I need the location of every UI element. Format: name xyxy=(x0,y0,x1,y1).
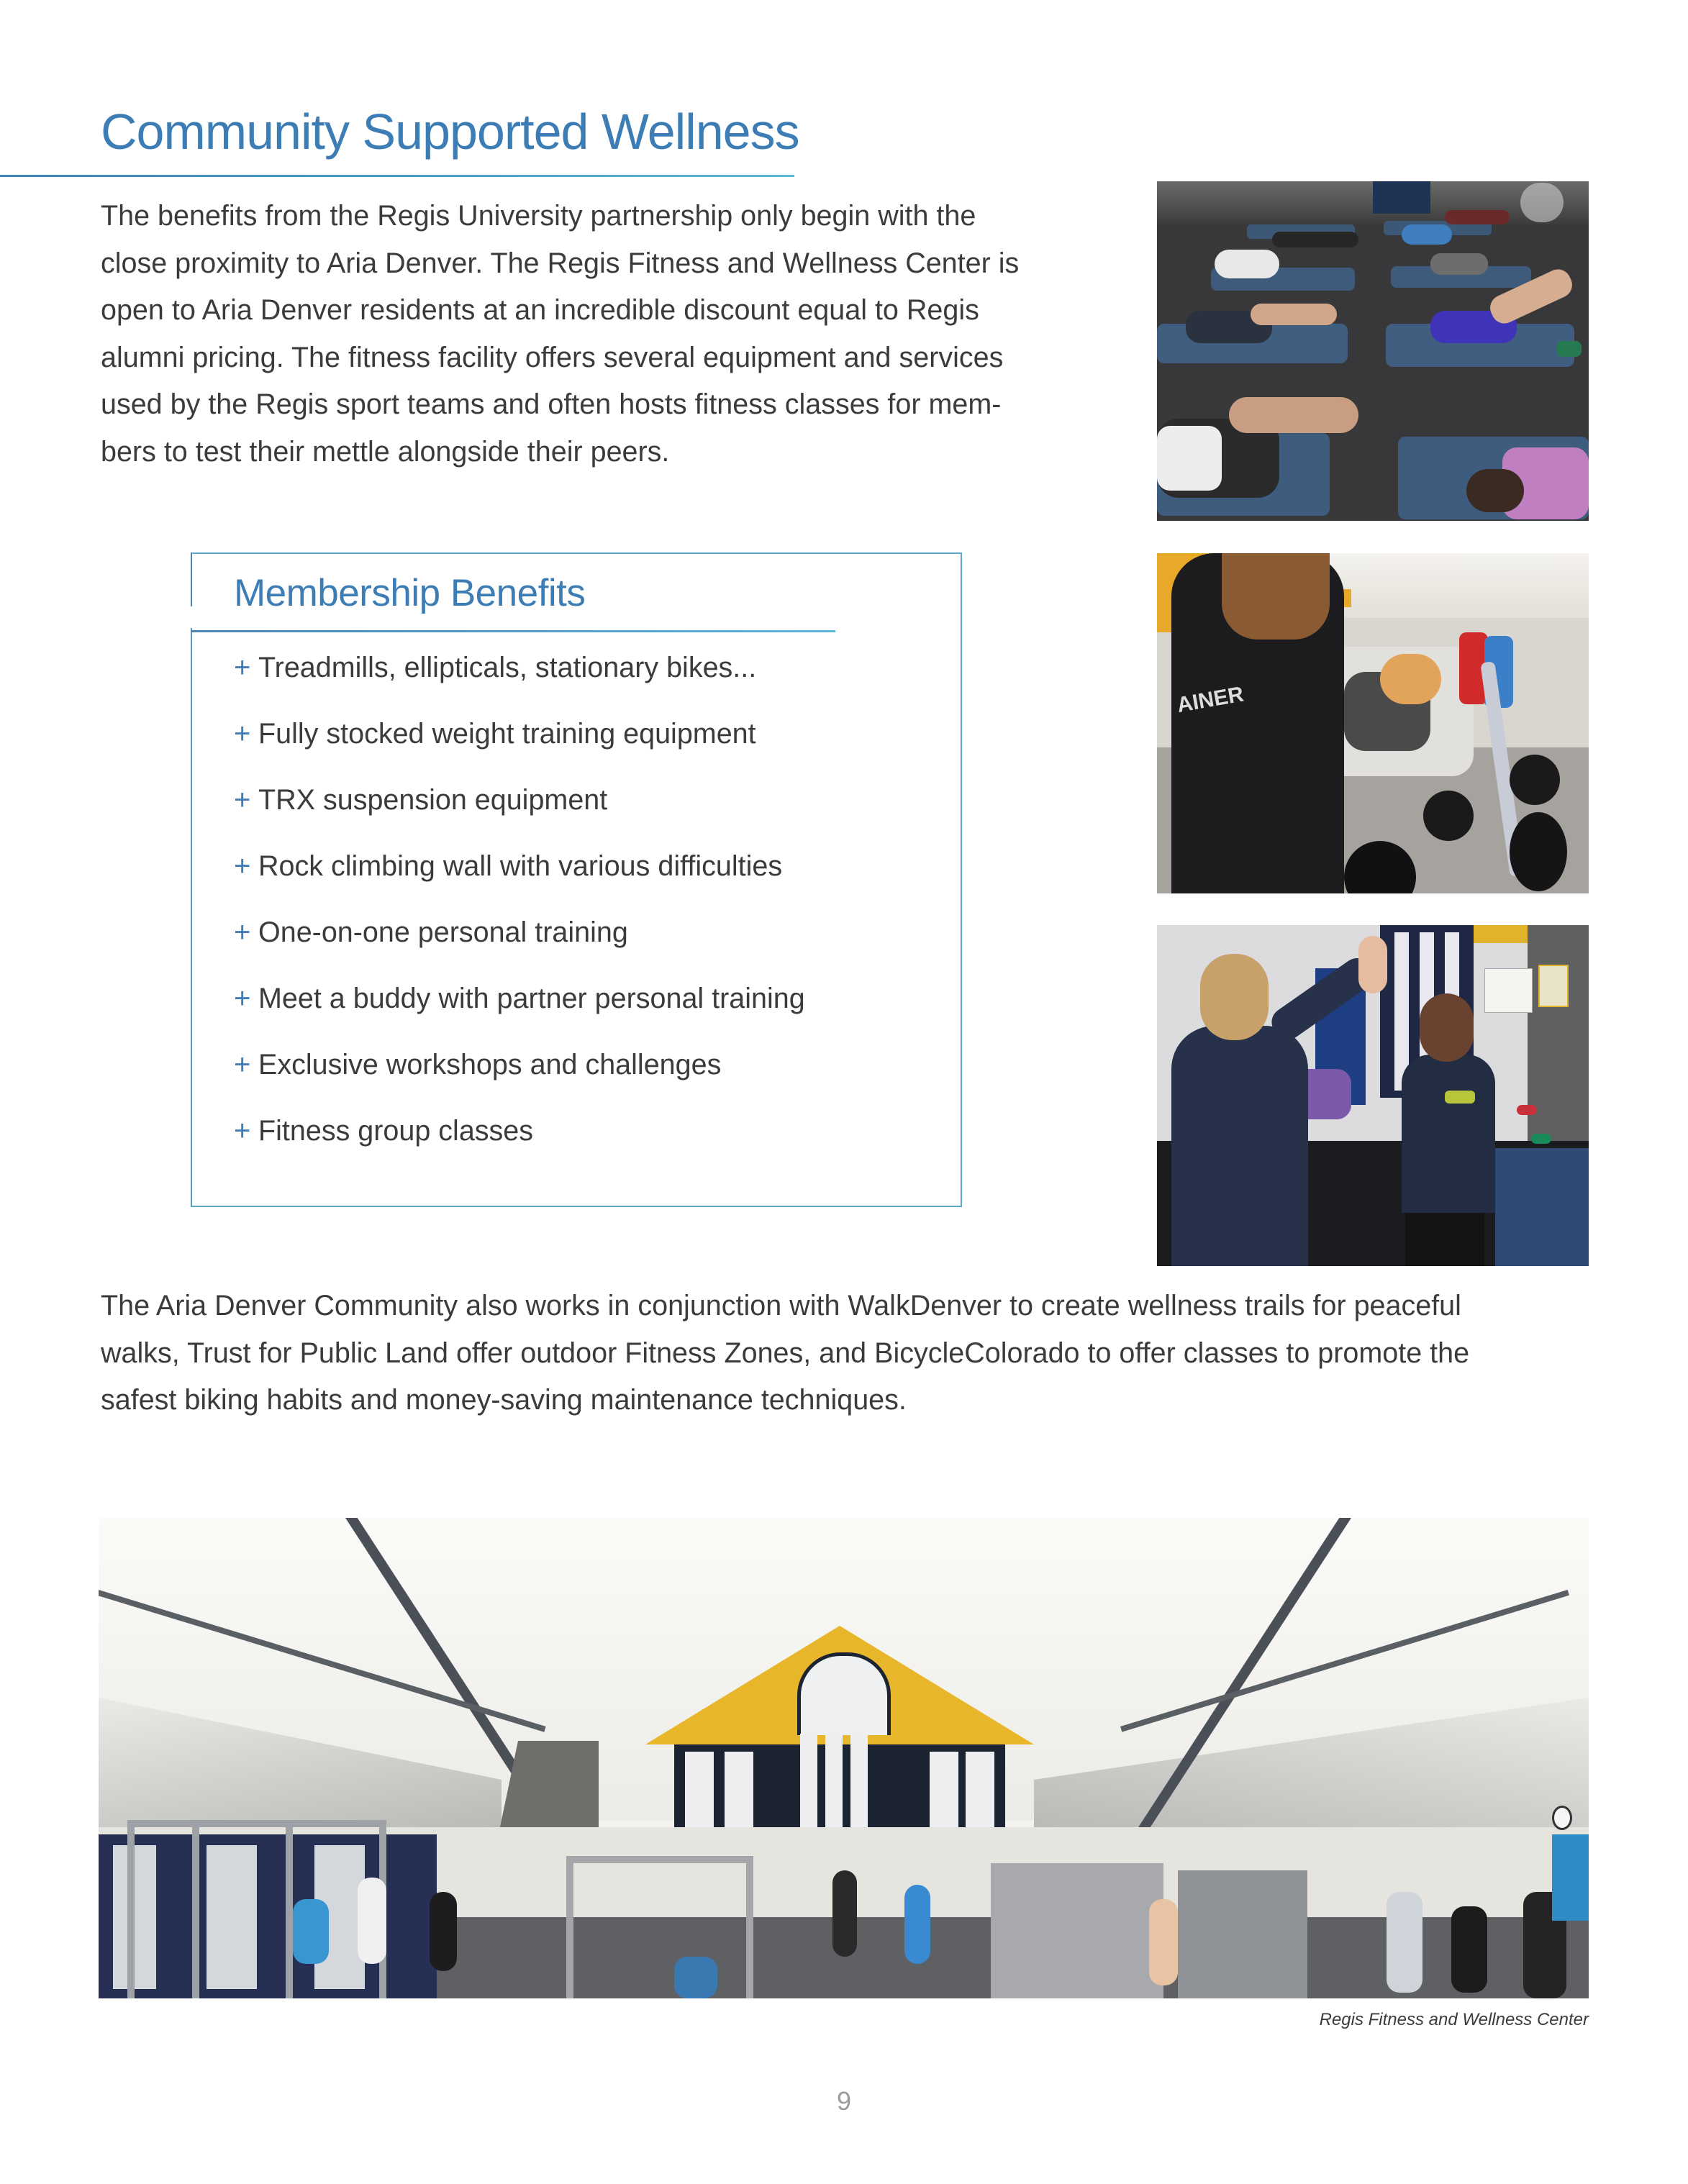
list-item xyxy=(234,715,939,781)
list-item xyxy=(234,1046,939,1112)
list-item xyxy=(234,1112,939,1178)
page-number: 9 xyxy=(836,2086,852,2116)
closing-line: safest biking habits and money-saving maintenance techniques. xyxy=(101,1384,907,1416)
membership-heading-underline xyxy=(191,630,835,632)
list-item xyxy=(234,847,939,914)
plus-icon: + xyxy=(234,916,251,948)
intro-line: used by the Regis sport teams and often hosts fitness classes for mem- xyxy=(101,388,1002,420)
closing-paragraph xyxy=(101,1283,1612,1424)
box-left-border xyxy=(191,552,192,606)
plus-icon: + xyxy=(234,652,251,683)
title-underline xyxy=(0,175,794,177)
benefit-label: Rock climbing wall with various difficulties xyxy=(258,850,783,882)
intro-line: bers to test their mettle alongside their peers. xyxy=(101,435,670,468)
intro-line: alumni pricing. The fitness facility offers several equipment and services xyxy=(101,341,1004,373)
list-item xyxy=(234,980,939,1046)
plus-icon: + xyxy=(234,784,251,816)
membership-heading: Membership Benefits xyxy=(234,572,586,614)
list-item xyxy=(234,781,939,847)
plus-icon: + xyxy=(234,718,251,750)
benefit-label: Fully stocked weight training equipment xyxy=(258,718,756,750)
benefit-label: TRX suspension equipment xyxy=(258,784,608,816)
intro-line: The benefits from the Regis University partnership only begin with the xyxy=(101,200,976,232)
group-class-photo xyxy=(1157,181,1589,521)
intro-paragraph xyxy=(101,193,1094,476)
intro-line: open to Aria Denver residents at an incredible discount equal to Regis xyxy=(101,294,979,326)
benefit-label: Fitness group classes xyxy=(258,1115,534,1147)
high-five-photo xyxy=(1157,925,1589,1266)
plus-icon: + xyxy=(234,1115,251,1147)
closing-line: The Aria Denver Community also works in conjunction with WalkDenver to create wellness trails for peaceful xyxy=(101,1290,1461,1321)
list-item xyxy=(234,649,939,715)
closing-line: walks, Trust for Public Land offer outdoor Fitness Zones, and BicycleColorado to offer classes to promote the xyxy=(101,1337,1470,1369)
benefit-label: One-on-one personal training xyxy=(258,916,628,948)
list-item xyxy=(234,914,939,980)
box-left-border xyxy=(191,628,192,1207)
benefit-label: Meet a buddy with partner personal training xyxy=(258,983,805,1014)
benefit-label: Treadmills, ellipticals, stationary bikes... xyxy=(258,652,757,683)
plus-icon: + xyxy=(234,983,251,1014)
intro-line: close proximity to Aria Denver. The Regis Fitness and Wellness Center is xyxy=(101,247,1020,279)
fitness-center-panorama xyxy=(99,1518,1589,1998)
trainer-photo: AINER xyxy=(1157,553,1589,893)
plus-icon: + xyxy=(234,850,251,882)
plus-icon: + xyxy=(234,1049,251,1080)
panorama-caption: Regis Fitness and Wellness Center xyxy=(1319,2010,1589,2029)
benefit-label: Exclusive workshops and challenges xyxy=(258,1049,722,1080)
benefits-list xyxy=(234,649,939,1178)
page-title: Community Supported Wellness xyxy=(101,104,799,160)
